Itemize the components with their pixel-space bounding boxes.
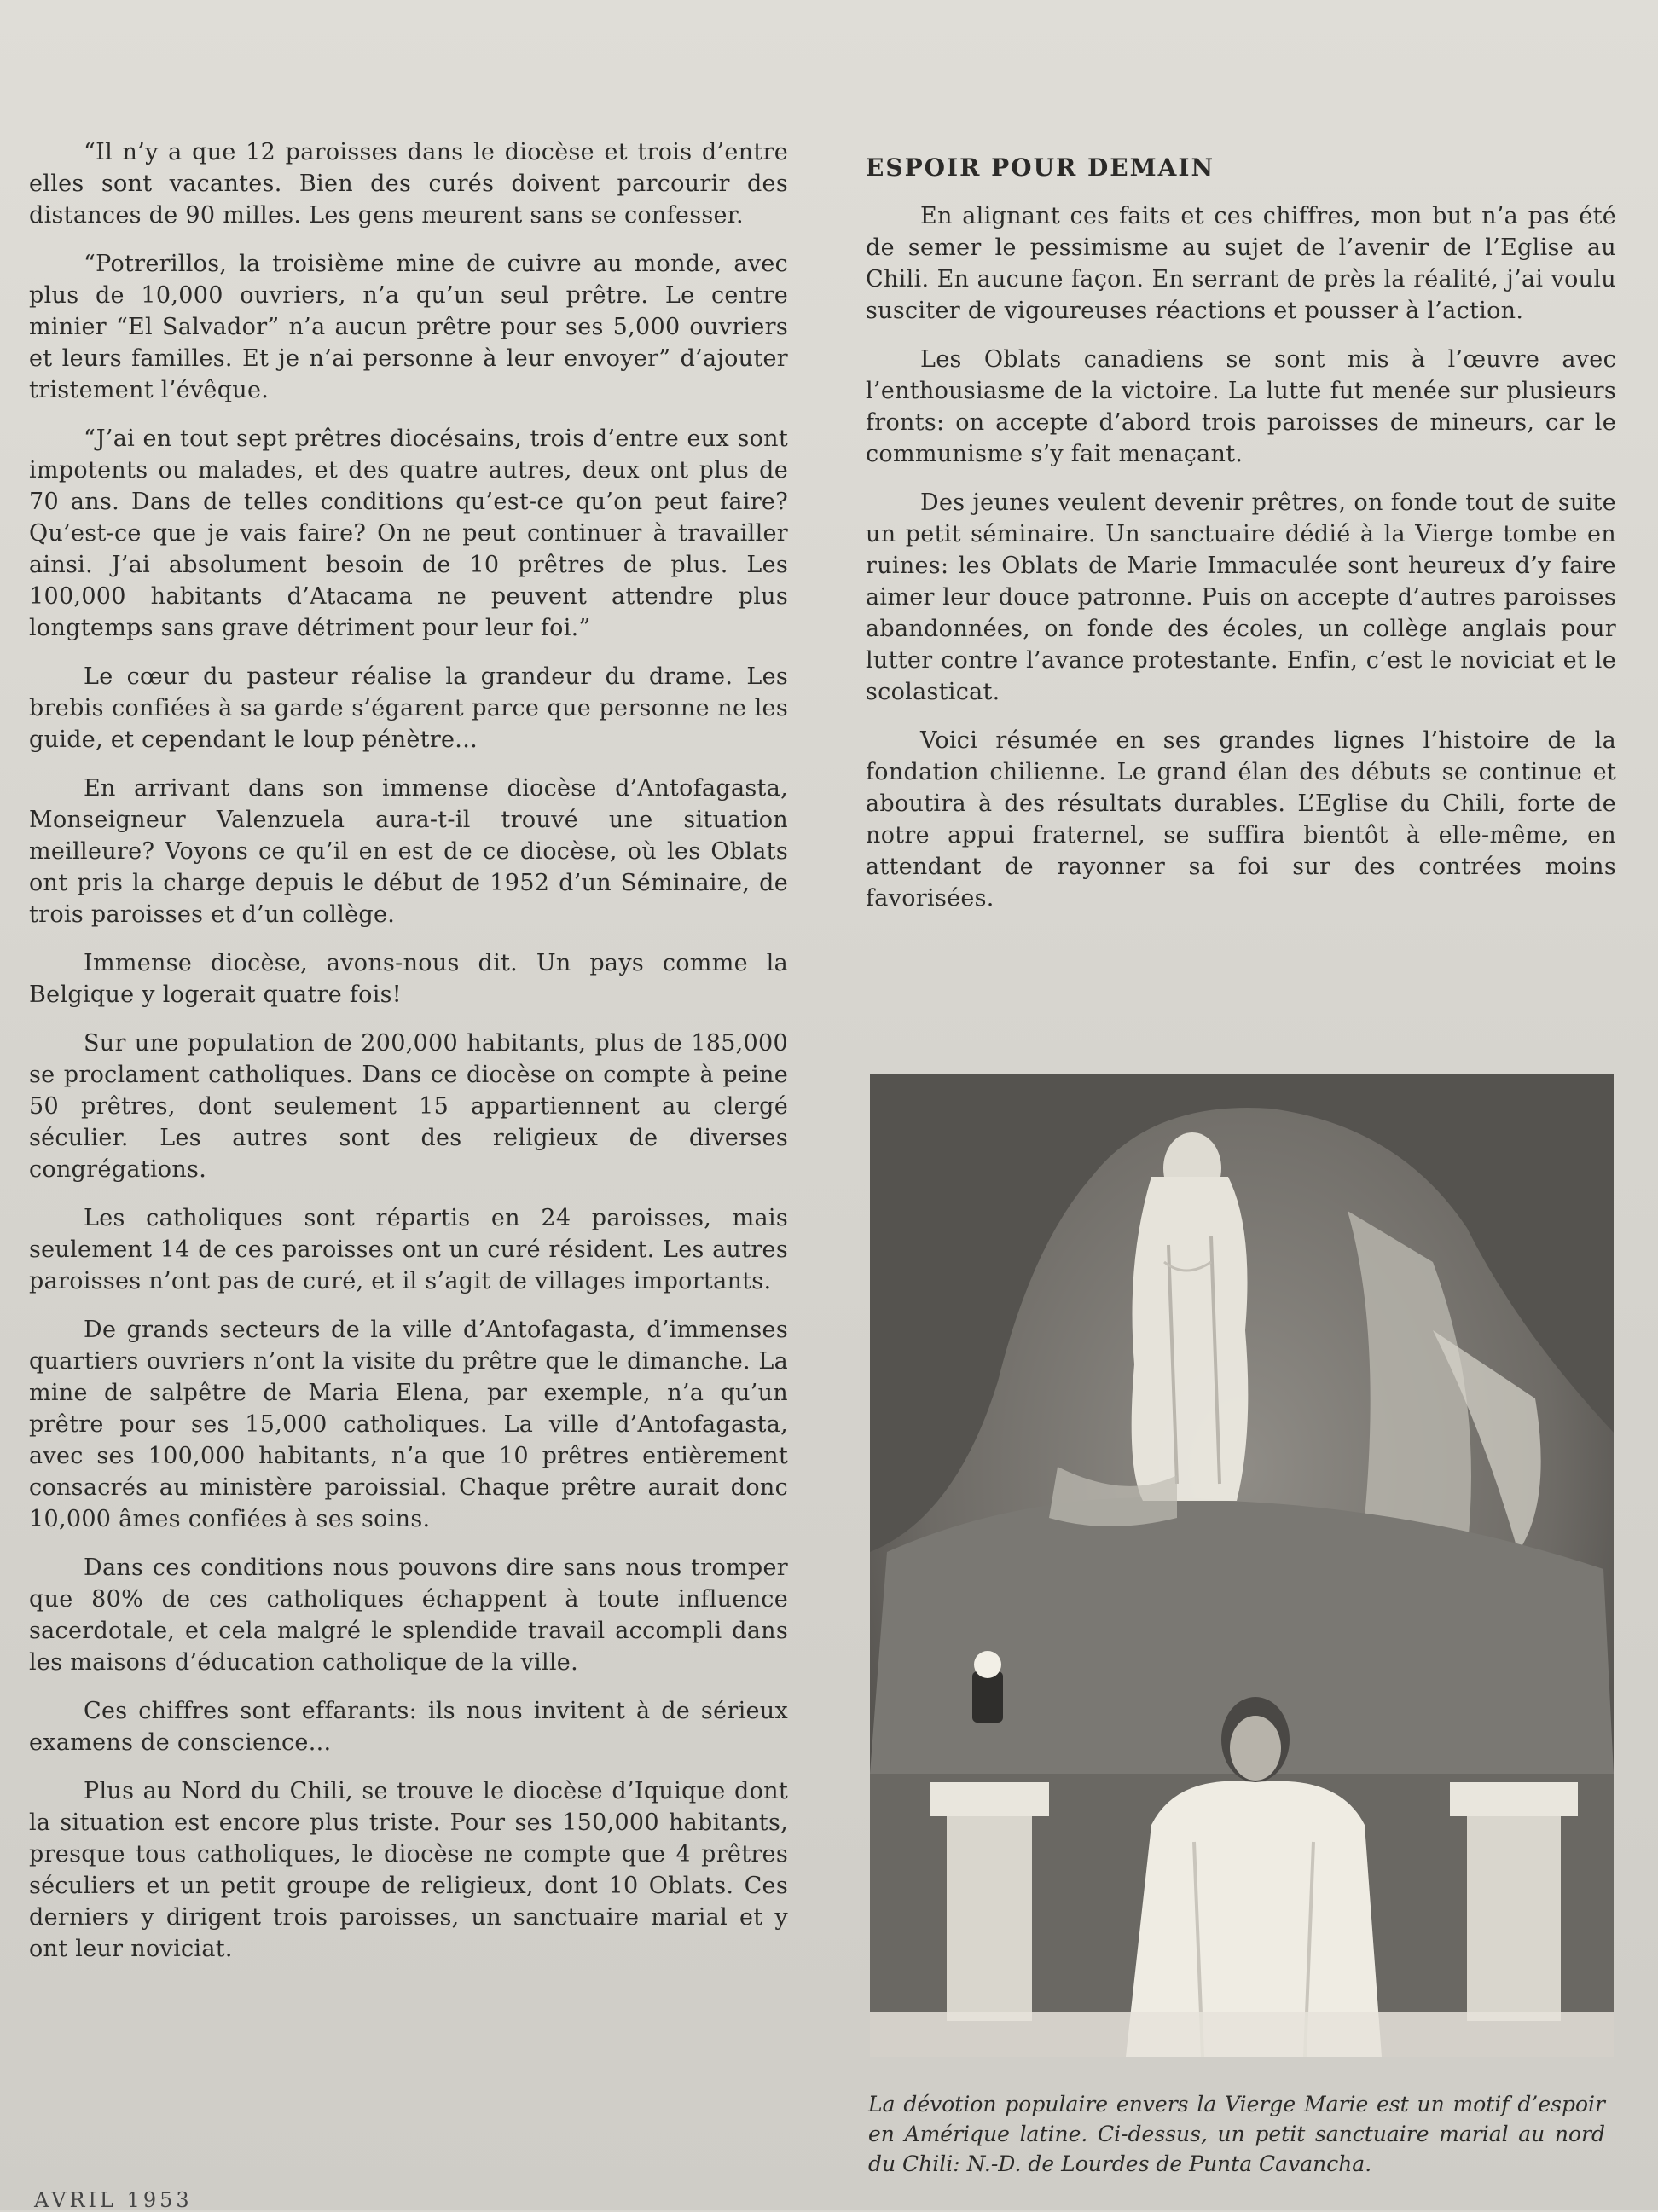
paragraph: Des jeunes veulent devenir prêtres, on fonde tout de suite un petit séminaire. Un sanctuaire dédié à la Vierge tombe en ruines: les Oblats de Marie Immaculée sont heureux d’y faire aimer leur douce patronne. Puis on accepte d’autres paroisses abandonnées, on fonde des écoles, un collège anglais pour lutter contre l’avance protestante. Enfin, c’est le noviciat et le scolasticat.: [866, 489, 1616, 705]
paragraph: De grands secteurs de la ville d’Antofagasta, d’immenses quartiers ouvriers n’ont la visite du prêtre que le dimanche. La mine de salpêtre de Maria Elena, par exemple, n’a qu’un prêtre pour ses 15,000 catholiques. La ville d’Antofagasta, avec ses 100,000 habitants, n’a que 10 prêtres entièrement consacrés au ministère paroissial. Chaque prêtre aurait donc 10,000 âmes confiées à ses soins.: [29, 1317, 788, 1532]
page-footer: AVRIL 1953: [34, 2188, 193, 2212]
statue: [1132, 1132, 1249, 1501]
paragraph: “J’ai en tout sept prêtres diocésains, trois d’entre eux sont impotents ou malades, et des quatre autres, deux ont plus de 70 ans. Dans de telles conditions qu’est-ce qu’on peut faire? Qu’est-ce que je vais faire? On ne peut continuer à travailler ainsi. J’ai absolument besoin de 10 prêtres de plus. Les 100,000 habitants d’Atacama ne peuvent attendre plus longtemps sans grave détriment pour leur foi.”: [29, 426, 788, 641]
section-heading: ESPOIR POUR DEMAIN: [866, 153, 1215, 182]
statue-photo-illustration: [870, 1074, 1614, 2057]
left-column: [29, 136, 788, 1982]
paragraph: Les catholiques sont répartis en 24 paroisses, mais seulement 14 de ces paroisses ont un curé résident. Les autres paroisses n’ont pas de curé, et il s’agit de villages importants.: [29, 1205, 788, 1294]
paragraph: Dans ces conditions nous pouvons dire sans nous tromper que 80% de ces catholiques échappent à toute influence sacerdotale, et cela malgré le splendide travail accompli dans les maisons d’éducation catholique de la ville.: [29, 1555, 788, 1676]
paragraph: Les Oblats canadiens se sont mis à l’œuvre avec l’enthousiasme de la victoire. La lutte fut menée sur plusieurs fronts: on accepte d’abord trois paroisses de mineurs, car le communisme s’y fait menaçant.: [866, 346, 1616, 467]
right-column: [866, 145, 1616, 931]
photo-caption: La dévotion populaire envers la Vierge Marie est un motif d’espoir en Amérique latine. Ci-dessus, un petit sanctuaire marial au nord du Chili: N.-D. de Lourdes de Punta Cavancha.: [868, 2092, 1605, 2176]
paragraph: “Il n’y a que 12 paroisses dans le diocèse et trois d’entre elles sont vacantes. Bien des curés doivent parcourir des distances de 90 milles. Les gens meurent sans se confesser.: [29, 139, 788, 229]
paragraph: En alignant ces faits et ces chiffres, mon but n’a pas été de semer le pessimisme au sujet de l’avenir de l’Eglise au Chili. En aucune façon. En serrant de près la réalité, j’ai voulu susciter de vigoureuses réactions et pousser à l’action.: [866, 203, 1616, 324]
paragraph: Voici résumée en ses grandes lignes l’histoire de la fondation chilienne. Le grand élan des débuts se continue et aboutira à des résultats durables. L’Eglise du Chili, forte de notre appui fraternel, se suffira bientôt à elle-même, en attendant de rayonner sa foi sur des contrées moins favorisées.: [866, 727, 1616, 912]
paragraph: Immense diocèse, avons-nous dit. Un pays comme la Belgique y logerait quatre fois!: [29, 950, 788, 1008]
paragraph: Sur une population de 200,000 habitants, plus de 185,000 se proclament catholiques. Dans ce diocèse on compte à peine 50 prêtres, dont seulement 15 appartiennent au clergé séculier. Les autres sont des religieux de diverses congrégations.: [29, 1030, 788, 1183]
grotto-photo: [870, 1074, 1614, 2057]
paragraph: Ces chiffres sont effarants: ils nous invitent à de sérieux examens de conscience...: [29, 1698, 788, 1756]
paragraph: “Potrerillos, la troisième mine de cuivre au monde, avec plus de 10,000 ouvriers, n’a qu’un seul prêtre. Le centre minier “El Salvador” n’a aucun prêtre pour ses 5,000 ouvriers et leurs familles. Et je n’ai personne à leur envoyer” d’ajouter tristement l’évêque.: [29, 251, 788, 403]
paragraph: Le cœur du pasteur réalise la grandeur du drame. Les brebis confiées à sa garde s’égarent parce que personne ne les guide, et cependant le loup pénètre...: [29, 663, 788, 753]
paragraph: En arrivant dans son immense diocèse d’Antofagasta, Monseigneur Valenzuela aura-t-il trouvé une situation meilleure? Voyons ce qu’il en est de ce diocèse, où les Oblats ont pris la charge depuis le début de 1952 d’un Séminaire, de trois paroisses et d’un collège.: [29, 775, 788, 928]
paragraph: Plus au Nord du Chili, se trouve le diocèse d’Iquique dont la situation est encore plus triste. Pour ses 150,000 habitants, presque tous catholiques, le diocèse ne compte que 4 prêtres séculiers et un petit groupe de religieux, dont 10 Oblats. Ces derniers y dirigent trois paroisses, un sanctuaire marial et y ont leur noviciat.: [29, 1778, 788, 1962]
